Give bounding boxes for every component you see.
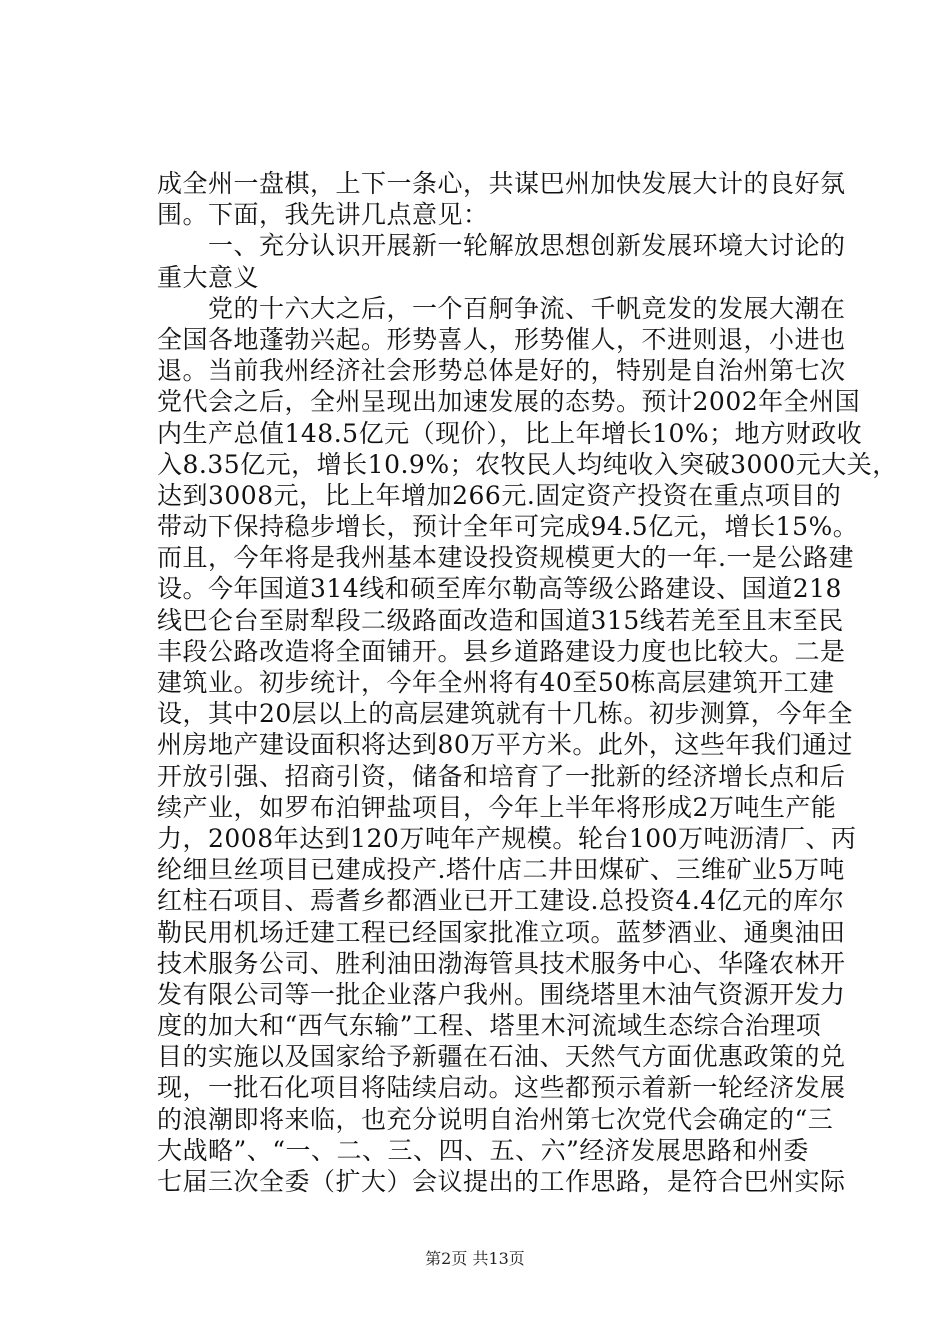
text-line: 设，其中20层以上的高层建筑就有十几栋。初步测算，今年全 xyxy=(157,699,853,729)
body-text xyxy=(157,168,898,1197)
text-line: 大战略”、“一、二、三、四、五、六”经济发展思路和州委 xyxy=(157,1135,809,1165)
text-line: 全国各地蓬勃兴起。形势喜人，形势催人，不进则退，小进也 xyxy=(157,324,846,354)
text-line: 设。今年国道314线和硕至库尔勒高等级公路建设、国道218 xyxy=(157,574,842,604)
section-heading-line: 一、充分认识开展新一轮解放思想创新发展环境大讨论的 xyxy=(157,231,846,261)
text-line: 现，一批石化项目将陆续启动。这些都预示着新一轮经济发展 xyxy=(157,1073,846,1103)
text-line: 党的十六大之后，一个百舸争流、千帆竞发的发展大潮在 xyxy=(157,293,846,323)
text-line: 而且，今年将是我州基本建设投资规模更大的一年.一是公路建 xyxy=(157,543,854,573)
section-heading-line: 重大意义 xyxy=(157,262,260,292)
text-line: 度的加大和“西气东输”工程、塔里木河流域生态综合治理项 xyxy=(157,1011,822,1041)
text-line: 入8.35亿元，增长10.9%；农牧民人均纯收入突破3000元大关， xyxy=(157,449,898,479)
text-line: 内生产总值148.5亿元（现价），比上年增长10%；地方财政收 xyxy=(157,418,863,448)
text-line: 力，2008年达到120万吨年产规模。轮台100万吨沥清厂、丙 xyxy=(157,823,857,853)
text-line: 续产业，如罗布泊钾盐项目，今年上半年将形成2万吨生产能 xyxy=(157,792,837,822)
text-line: 的浪潮即将来临，也充分说明自治州第七次党代会确定的“三 xyxy=(157,1104,834,1134)
text-line: 建筑业。初步统计，今年全州将有40至50栋高层建筑开工建 xyxy=(157,668,835,697)
text-line: 州房地产建设面积将达到80万平方米。此外，这些年我们通过 xyxy=(157,730,853,760)
text-line: 红柱石项目、焉耆乡都酒业已开工建设.总投资4.4亿元的库尔 xyxy=(157,886,845,916)
text-line: 开放引强、招商引资，储备和培育了一批新的经济增长点和后 xyxy=(157,761,846,791)
text-line: 带动下保持稳步增长，预计全年可完成94.5亿元，增长15%。 xyxy=(157,512,859,542)
text-line: 勒民用机场迁建工程已经国家批准立项。蓝梦酒业、通奥油田 xyxy=(157,917,846,947)
text-line: 技术服务公司、胜利油田渤海管具技术服务中心、华隆农林开 xyxy=(157,948,846,978)
text-line: 党代会之后，全州呈现出加速发展的态势。预计2002年全州国 xyxy=(157,387,861,417)
text-line: 目的实施以及国家给予新疆在石油、天然气方面优惠政策的兑 xyxy=(157,1042,846,1072)
page-footer xyxy=(0,1246,950,1269)
text-line: 线巴仑台至尉犁段二级路面改造和国道315线若羌至且末至民 xyxy=(157,605,844,635)
text-line: 七届三次全委（扩大）会议提出的工作思路，是符合巴州实际 xyxy=(157,1167,846,1196)
text-line: 丰段公路改造将全面铺开。县乡道路建设力度也比较大。二是 xyxy=(157,636,846,666)
text-line: 发有限公司等一批企业落户我州。围绕塔里木油气资源开发力 xyxy=(157,979,846,1009)
text-line: 围。下面，我先讲几点意见： xyxy=(157,200,489,230)
text-line: 成全州一盘棋，上下一条心，共谋巴州加快发展大计的良好氛 xyxy=(157,169,846,198)
text-line: 退。当前我州经济社会形势总体是好的，特别是自治州第七次 xyxy=(157,356,846,386)
page-number: 第2页 共13页 xyxy=(425,1249,525,1268)
text-line: 达到3008元，比上年增加266元.固定资产投资在重点项目的 xyxy=(157,480,842,510)
text-line: 纶细旦丝项目已建成投产.塔什店二井田煤矿、三维矿业5万吨 xyxy=(157,855,845,885)
